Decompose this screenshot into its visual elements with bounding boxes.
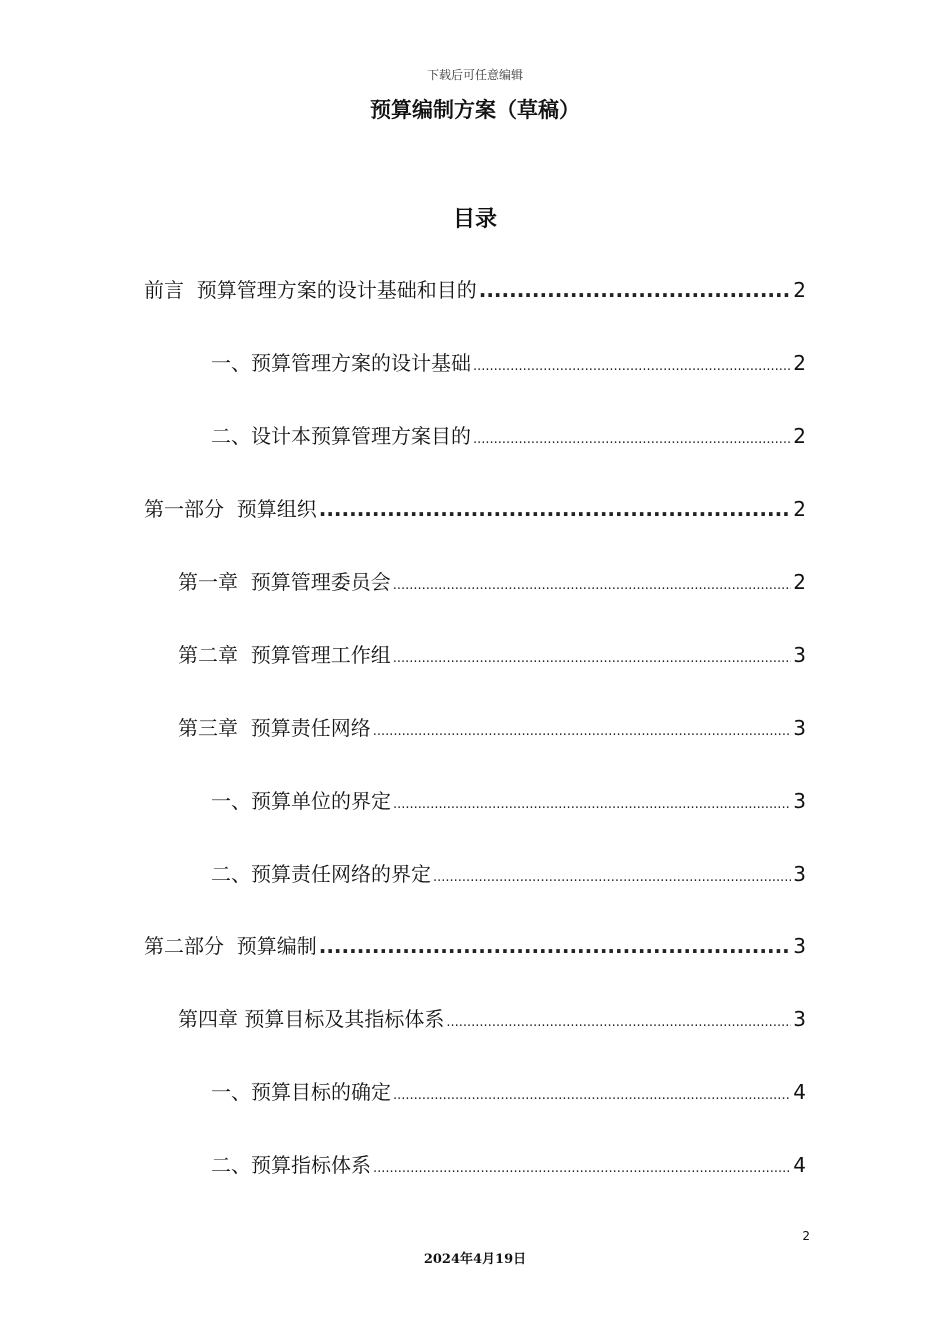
- toc-entry-label: 二、预算责任网络的界定: [211, 862, 431, 886]
- toc-entry-label: 一、预算管理方案的设计基础: [211, 351, 471, 375]
- toc-entry-indicator-system[interactable]: [211, 1145, 806, 1185]
- toc-entry-part-two[interactable]: [144, 926, 806, 966]
- toc-dot-leader: [433, 858, 791, 898]
- toc-dot-leader: [479, 270, 792, 310]
- toc-entry-label: 第二章 预算管理工作组: [178, 643, 391, 667]
- toc-dot-leader: [393, 566, 792, 606]
- toc-entry-label: 第三章 预算责任网络: [178, 716, 371, 740]
- document-title: 预算编制方案（草稿）: [370, 98, 580, 122]
- toc-entry-page: 3: [793, 934, 806, 958]
- toc-entry-chapter-two[interactable]: [178, 635, 806, 675]
- toc-entry-preface[interactable]: [144, 270, 806, 310]
- toc-entry-page: 3: [793, 643, 806, 667]
- toc-entry-page: 4: [793, 1080, 806, 1104]
- toc-entry-page: 2: [793, 497, 806, 521]
- toc-entry-label: 一、预算单位的界定: [211, 789, 391, 813]
- toc-entry-label: 第二部分 预算编制: [144, 934, 317, 958]
- toc-entry-responsibility-network[interactable]: [211, 854, 806, 894]
- toc-dot-leader: [319, 489, 792, 529]
- toc-entry-part-one[interactable]: [144, 489, 806, 529]
- toc-entry-page: 3: [793, 862, 806, 886]
- toc-dot-leader: [373, 712, 792, 752]
- toc-entry-chapter-four[interactable]: [178, 999, 806, 1039]
- toc-dot-leader: [473, 420, 791, 460]
- toc-entry-page: 2: [793, 424, 806, 448]
- toc-entry-page: 2: [793, 278, 806, 302]
- toc-entry-label: 二、预算指标体系: [211, 1153, 371, 1177]
- footer-date: 2024年4月19日: [423, 1252, 527, 1267]
- toc-entry-page: 2: [793, 570, 806, 594]
- toc-entry-label: 前言 预算管理方案的设计基础和目的: [144, 278, 477, 302]
- toc-dot-leader: [393, 1076, 791, 1116]
- toc-entry-page: 3: [793, 789, 806, 813]
- toc-entry-page: 2: [793, 351, 806, 375]
- toc-entry-chapter-three[interactable]: [178, 708, 806, 748]
- toc-entry-label: 第一部分 预算组织: [144, 497, 317, 521]
- toc-title: 目录: [452, 207, 497, 232]
- toc-entry-design-basis[interactable]: [211, 343, 806, 383]
- toc-dot-leader: [393, 639, 792, 679]
- toc-dot-leader: [393, 785, 791, 825]
- page-number: 2: [802, 1229, 810, 1243]
- toc-dot-leader: [319, 926, 792, 966]
- toc-entry-label: 第一章 预算管理委员会: [178, 570, 391, 594]
- toc-dot-leader: [473, 347, 791, 387]
- toc-entry-label: 二、设计本预算管理方案目的: [211, 424, 471, 448]
- toc-entry-page: 3: [793, 716, 806, 740]
- toc-entry-page: 3: [793, 1007, 806, 1031]
- toc-entry-budget-unit[interactable]: [211, 781, 806, 821]
- toc-entry-target-setting[interactable]: [211, 1072, 806, 1112]
- toc-entry-page: 4: [793, 1153, 806, 1177]
- toc-entry-label: 第四章 预算目标及其指标体系: [178, 1007, 445, 1031]
- toc-entry-chapter-one[interactable]: [178, 562, 806, 602]
- toc-dot-leader: [446, 1003, 791, 1043]
- header-note: 下载后可任意编辑: [426, 68, 523, 82]
- toc-entry-label: 一、预算目标的确定: [211, 1080, 391, 1104]
- toc-entry-design-purpose[interactable]: [211, 416, 806, 456]
- toc-dot-leader: [373, 1149, 791, 1189]
